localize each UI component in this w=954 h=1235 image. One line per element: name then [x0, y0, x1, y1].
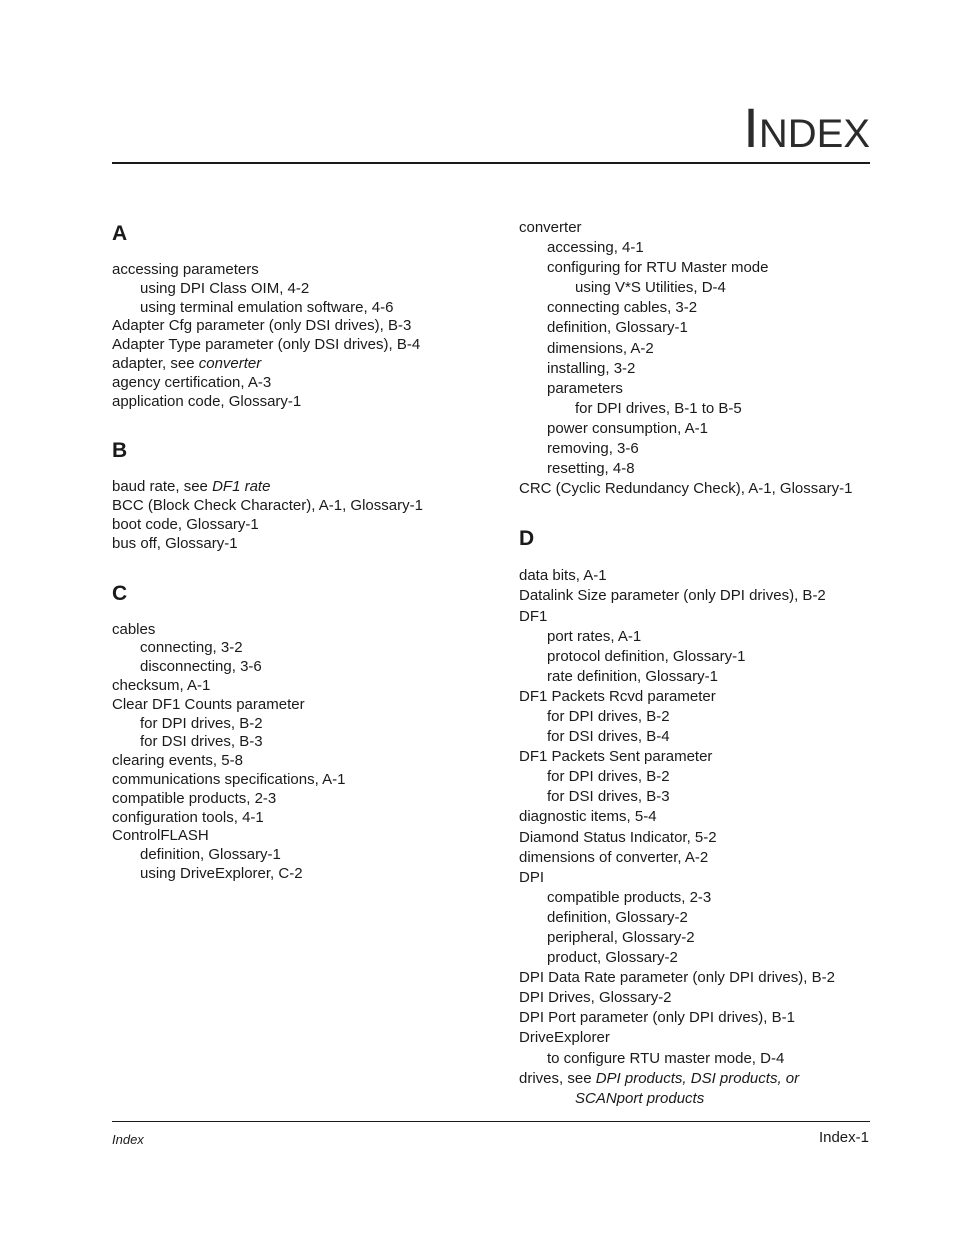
index-entry — [519, 848, 879, 868]
index-entry — [112, 621, 502, 640]
section-gap — [112, 554, 502, 582]
index-entry-text: DPI Data Rate parameter (only DPI drives), B-2 — [519, 969, 835, 987]
index-entry-text: adapter, see — [112, 354, 199, 372]
index-entry-text: disconnecting, 3-6 — [140, 658, 262, 676]
index-entry — [519, 727, 879, 747]
index-entry — [519, 747, 879, 767]
index-entry-text: baud rate, see — [112, 478, 213, 496]
index-entry — [519, 379, 879, 399]
index-entry-text: using terminal emulation software, 4-6 — [140, 298, 394, 316]
index-entry — [112, 752, 502, 771]
index-entry-text: for DPI drives, B-1 to B-5 — [575, 399, 742, 417]
index-entry-text: diagnostic items, 5-4 — [519, 808, 657, 826]
index-entry — [519, 1008, 879, 1028]
index-entry-text: installing, 3-2 — [547, 359, 636, 377]
index-entry — [519, 828, 879, 848]
index-entry — [112, 677, 502, 696]
index-entry — [112, 261, 502, 280]
index-entry — [112, 336, 502, 355]
index-entry-text: converter — [519, 219, 582, 236]
footer-section-label: Index — [112, 1132, 144, 1147]
title-rule — [112, 162, 870, 164]
index-entry-text: using DriveExplorer, C-2 — [140, 864, 303, 882]
index-entry-text: connecting, 3-2 — [140, 639, 243, 657]
index-entry — [519, 439, 879, 459]
index-entry — [112, 355, 502, 374]
index-entry — [519, 707, 879, 727]
index-entry — [112, 299, 502, 318]
index-entry-text: application code, Glossary-1 — [112, 392, 302, 410]
index-entry-text: connecting cables, 3-2 — [547, 299, 698, 317]
index-entry — [519, 627, 879, 647]
index-entry-text: DF1 — [519, 607, 548, 625]
index-entry-text: accessing, 4-1 — [547, 239, 644, 257]
index-entry-text: for DSI drives, B-3 — [140, 733, 263, 751]
index-entry — [112, 639, 502, 658]
index-entry-text: ControlFLASH — [112, 827, 209, 845]
index-entry — [519, 566, 879, 586]
section-letter-heading: D — [519, 527, 535, 551]
index-entry-text: rate definition, Glossary-1 — [547, 667, 718, 685]
index-entry — [112, 846, 502, 865]
section-letter-heading: A — [112, 222, 128, 245]
index-entry — [112, 497, 502, 516]
index-entry-text: Adapter Cfg parameter (only DSI drives), B-3 — [112, 317, 412, 335]
index-entry-text: CRC (Cyclic Redundancy Check), A-1, Glossary-1 — [519, 480, 853, 498]
index-entry-list — [519, 218, 879, 499]
index-entry — [519, 278, 879, 298]
index-entry-text: port rates, A-1 — [547, 627, 642, 645]
index-entry-text: Datalink Size parameter (only DPI drives), B-2 — [519, 587, 826, 605]
index-entry — [519, 339, 879, 359]
section-letter-heading: B — [112, 439, 128, 463]
index-entry — [519, 868, 879, 888]
index-entry-text: resetting, 4-8 — [547, 460, 635, 478]
index-entry — [519, 607, 879, 627]
index-entry — [112, 478, 502, 497]
page-title-initial: I — [743, 96, 759, 159]
index-entry — [112, 317, 502, 336]
index-entry-text: for DPI drives, B-2 — [140, 714, 263, 732]
index-entry — [519, 298, 879, 318]
index-entry-text: accessing parameters — [112, 261, 259, 278]
index-entry-text: DPI Port parameter (only DPI drives), B-1 — [519, 1009, 795, 1027]
index-entry-text: DF1 Packets Rcvd parameter — [519, 687, 716, 705]
index-entry — [112, 715, 502, 734]
index-entry-text: for DSI drives, B-4 — [547, 728, 670, 746]
index-entry-cross-reference: DF1 rate — [212, 478, 271, 496]
footer-rule — [112, 1121, 870, 1122]
index-entry — [519, 419, 879, 439]
index-entry — [519, 807, 879, 827]
index-entry — [519, 1049, 879, 1069]
index-entry-text: compatible products, 2-3 — [112, 789, 277, 807]
index-entry-text: clearing events, 5-8 — [112, 752, 243, 770]
index-entry — [112, 535, 502, 554]
index-entry — [519, 459, 879, 479]
index-entry-text: to configure RTU master mode, D-4 — [547, 1049, 785, 1067]
index-entry — [519, 399, 879, 419]
index-entry — [112, 696, 502, 715]
index-entry-text: for DSI drives, B-3 — [547, 788, 670, 806]
index-entry-cross-reference: DPI products, DSI products, or — [595, 1069, 800, 1087]
index-entry-text: boot code, Glossary-1 — [112, 515, 259, 533]
index-entry-text: peripheral, Glossary-2 — [547, 929, 695, 946]
index-entry-text: Diamond Status Indicator, 5-2 — [519, 828, 717, 846]
index-entry-text: DPI — [519, 868, 545, 886]
index-section — [112, 582, 502, 884]
index-entry — [519, 988, 879, 1008]
index-entry — [519, 928, 879, 948]
index-section — [112, 439, 502, 553]
index-entry — [519, 647, 879, 667]
section-gap — [519, 499, 879, 527]
index-entry — [112, 809, 502, 828]
index-entry — [519, 908, 879, 928]
index-entry-cross-reference: SCANport products — [575, 1089, 705, 1107]
index-entry — [112, 516, 502, 535]
index-entry — [519, 767, 879, 787]
index-entry-text: definition, Glossary-1 — [140, 846, 281, 864]
index-entry-list — [519, 566, 879, 1109]
index-entry-text: DPI Drives, Glossary-2 — [519, 989, 672, 1007]
index-entry — [519, 1089, 879, 1109]
index-entry-text: power consumption, A-1 — [547, 419, 708, 437]
left-column — [112, 218, 502, 884]
index-entry-text: definition, Glossary-1 — [547, 319, 688, 337]
index-entry-text: using DPI Class OIM, 4-2 — [140, 279, 310, 297]
page-title — [743, 96, 870, 159]
index-entry-text: configuring for RTU Master mode — [547, 259, 769, 277]
index-entry-text: checksum, A-1 — [112, 676, 211, 694]
index-entry-text: communications specifications, A-1 — [112, 770, 346, 788]
index-entry — [519, 586, 879, 606]
index-entry-text: data bits, A-1 — [519, 567, 607, 585]
index-entry — [519, 687, 879, 707]
page-title-rest: NDEX — [758, 112, 870, 156]
section-letter-heading: C — [112, 581, 128, 605]
index-entry-text: Adapter Type parameter (only DSI drives), B-4 — [112, 336, 421, 354]
index-entry-text: dimensions of converter, A-2 — [519, 848, 709, 866]
index-entry — [519, 888, 879, 908]
index-entry — [112, 771, 502, 790]
index-entry-text: agency certification, A-3 — [112, 373, 272, 391]
index-entry — [112, 790, 502, 809]
page-number: Index-1 — [818, 1129, 869, 1146]
index-entry — [519, 1069, 879, 1089]
index-entry-cross-reference: converter — [198, 354, 262, 372]
index-entry — [112, 658, 502, 677]
index-entry-text: configuration tools, 4-1 — [112, 808, 264, 826]
index-entry-text: BCC (Block Check Character), A-1, Glossary-1 — [112, 497, 423, 515]
index-section — [112, 222, 502, 411]
index-entry — [112, 280, 502, 299]
index-entry-text: bus off, Glossary-1 — [112, 534, 238, 552]
index-entry-text: drives, see — [519, 1069, 596, 1087]
index-entry-list — [112, 478, 502, 553]
index-entry-text: definition, Glossary-2 — [547, 908, 688, 926]
index-entry-list — [112, 261, 502, 411]
index-entry-text: protocol definition, Glossary-1 — [547, 647, 746, 665]
index-entry — [112, 733, 502, 752]
index-entry-text: cables — [112, 620, 156, 638]
right-column — [519, 218, 879, 1109]
index-entry — [519, 1028, 879, 1048]
index-entry — [519, 318, 879, 338]
index-entry-text: removing, 3-6 — [547, 440, 639, 458]
section-gap — [112, 411, 502, 439]
index-entry — [519, 968, 879, 988]
index-entry — [519, 787, 879, 807]
index-entry-text: for DPI drives, B-2 — [547, 707, 670, 725]
index-entry — [519, 359, 879, 379]
index-entry-text: using V*S Utilities, D-4 — [575, 279, 726, 297]
index-entry-text: DriveExplorer — [519, 1029, 610, 1047]
index-entry — [519, 218, 879, 238]
index-entry-text: Clear DF1 Counts parameter — [112, 695, 305, 713]
index-entry — [519, 948, 879, 968]
index-entry-text: for DPI drives, B-2 — [547, 768, 670, 786]
index-entry-text: DF1 Packets Sent parameter — [519, 748, 713, 766]
index-entry — [112, 865, 502, 884]
index-entry — [519, 479, 879, 499]
index-entry — [519, 258, 879, 278]
index-entry-list — [112, 621, 502, 884]
index-entry — [519, 238, 879, 258]
index-entry-text: parameters — [547, 379, 623, 397]
index-entry — [112, 374, 502, 393]
index-entry — [112, 827, 502, 846]
index-entry-text: compatible products, 2-3 — [547, 888, 712, 906]
index-entry-text: product, Glossary-2 — [547, 949, 678, 967]
index-entry-text: dimensions, A-2 — [547, 339, 654, 357]
index-entry — [519, 667, 879, 687]
index-section — [519, 527, 879, 1109]
index-entry — [112, 393, 502, 412]
